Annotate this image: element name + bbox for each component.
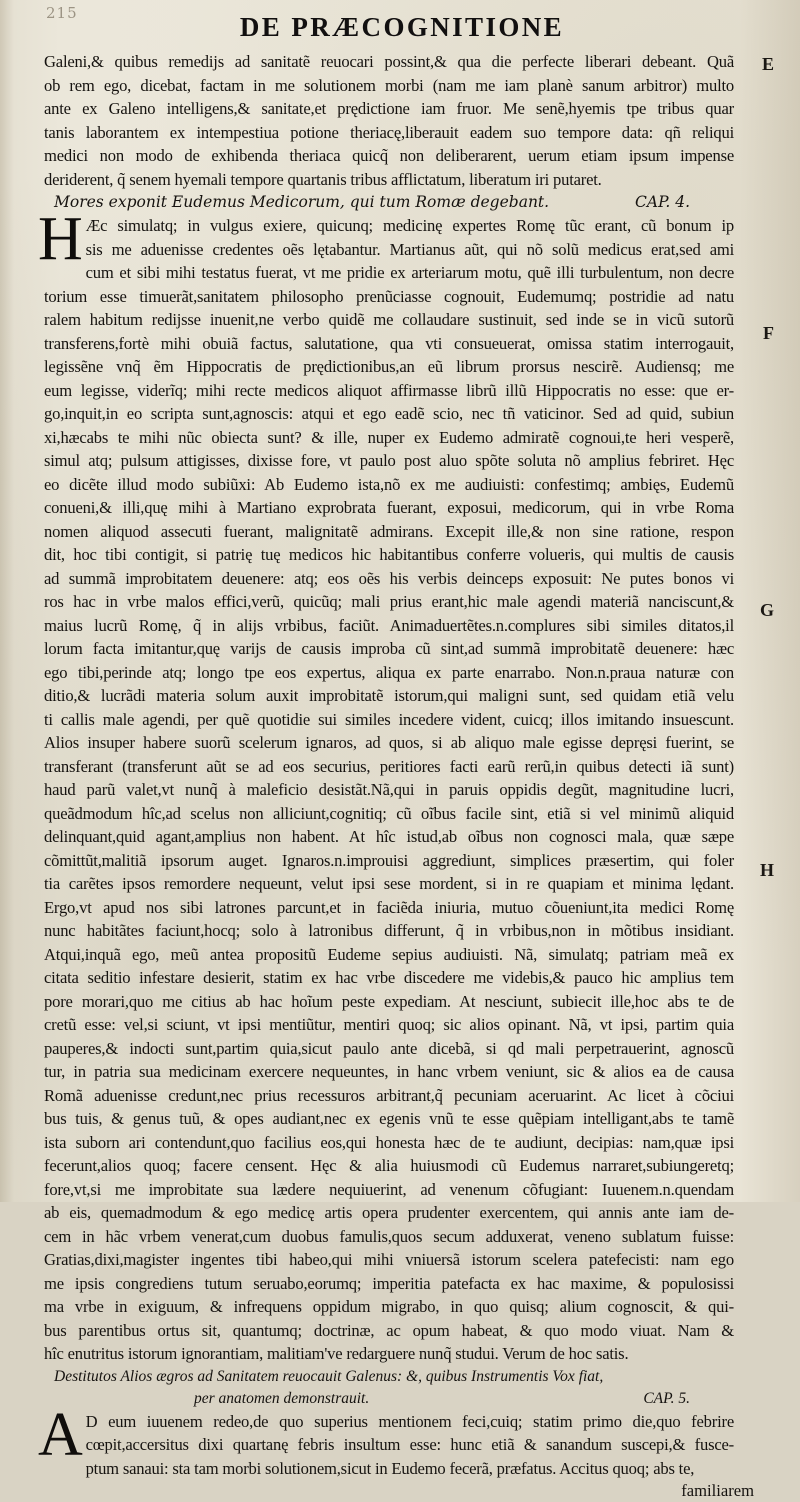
paragraph-3 xyxy=(38,1400,734,1481)
text-line: cõmittũt,malitiã ipsorum auget. Ignaros.n.improuisi aggrediunt, simplices præsertim, qui foler xyxy=(44,850,734,870)
text-line: medici non modo de exhibenda theriaca quicq̃ non deliberarent, uerum etiam ipsum impense xyxy=(44,146,734,165)
text-line: tia carẽtes ipsos remordere nequeunt, velut ipsi sese mordent, si in re quapiam et minima lędant. xyxy=(44,874,734,893)
text-line: simul atq; pulsum attigisses, dixisse fore, vt paulo post aluo spõte soluta nõ amplius febriret. Hęc xyxy=(44,451,734,470)
drop-cap: A xyxy=(38,1400,83,1469)
text-line: torium esse timuerãt,sanitatem philosopho prenũciasse cognouit, Eudemumq; postridie ad natu xyxy=(44,286,734,306)
chapter-summary: Destitutos Alios ægros ad Sanitatem reuocauit Galenus: &, quibus Instrumentis Vox fiat, xyxy=(54,1367,604,1385)
paragraph-1 xyxy=(44,50,734,191)
text-line: ti callis male agendi, per quẽ quotidie sui similes incedere vident, cuicq; illos imitando insuescunt. xyxy=(44,709,734,729)
text-line: Æc simulatq; in vulgus exiere, quicunq; medicinę expertes Romę tũc erant, cũ bonum ip xyxy=(85,216,734,235)
chapter-heading-5 xyxy=(44,1366,734,1410)
text-line: delinquant,quid agant,amplius non habent. At hîc istud,ab oĩbus non cognosci mala, quæ sæpe xyxy=(44,827,734,846)
text-line: bus tuis, & genus tuũ, & opes audiant,nec ex egenis vnũ te esse quẽpiam intelligant,abs te tamẽ xyxy=(44,1109,734,1128)
text-line: ante ex Galeno intelligens,& sanitate,et prędictione iam fruor. Me senẽ,hyemis tpe tribus quar xyxy=(44,99,734,118)
text-line: ab eis, quemadmodum & ego medicę artis opera prudenter exercentem, qui annis ante iam de- xyxy=(44,1203,734,1222)
text-line: deriderent, q̃ senem hyemali tempore quartanis tribus afflictatum, liberatum iri putaret. xyxy=(44,169,602,189)
folio-number: 215 xyxy=(46,4,78,22)
text-line: me ipsis congrediens tutum seruabo,eorumq; imperitia patefacta ex hac maxime, & populosissi xyxy=(44,1273,734,1293)
text-line: xi,hæcabs te mihi nũc obiecta sunt? & ille, nuper ex Eudemo admiratẽ cognoui,te heri vesperẽ, xyxy=(44,427,734,447)
text-line: sis me aduenisse credentes oẽs lętabantur. Martianus aũt, qui nõ solũ medicus erat,sed ami xyxy=(85,239,734,259)
text-line: legissẽne vnq̃ ẽm Hippocratis de prędictionibus,an eũ librum prorsus nescirẽ. Audiensq; me xyxy=(44,357,734,376)
text-line: ralem habitum redijsse inuenit,ne verbo quidẽ me collaudare sustinuit, sed inde se in vicũ sutorũ xyxy=(44,310,734,329)
text-line: ros hac in vrbe malos effici,verũ, quicũq; mali prius erant,hic male agendi materiã nanciscunt,& xyxy=(44,592,734,611)
text-line: ad summã improbitatem deuenere: atq; eos oẽs his verbis deinceps exposuit: Ne putes bonos vi xyxy=(44,568,734,588)
text-line: nomen aliquod assecuti fuerant, malignitatẽ admirans. Excepit ille,& non sine ratione, respon xyxy=(44,521,734,541)
text-line: pauperes,& indocti sunt,partim quia,sicut paulo ante dicebã, si qd mali perpetrauerint, agnoscũ xyxy=(44,1038,734,1058)
chapter-heading-4 xyxy=(44,191,734,214)
text-line: bus parentibus ortus sit, quantumq; doctrinæ, ac opum habeat, & quo modo viuat. Nam & xyxy=(44,1320,734,1340)
drop-cap: H xyxy=(38,205,83,273)
text-line: cum et sibi mihi testatus fuerat, vt me pridie ex arteriarum motu, quẽ illi turbulentum, non decre xyxy=(85,263,734,282)
text-line: conueni,& illi,quę mihi à Martiano exprobrata fuerant, exposui, medicorum, qui in vrbe Roma xyxy=(44,498,734,517)
text-line: Gratias,dixi,magister ingentes tibi habeo,qui mihi vniuersã istorum scelera patefecisti: nam ego xyxy=(44,1250,734,1269)
margin-letter-e: E xyxy=(761,54,774,74)
text-line: cem in hãc vrbem venerat,cum duobus famulis,quos secum adduxerat, veneno sublatum fuisse: xyxy=(44,1226,734,1246)
text-line: queãdmodum hîc,ad scelus non alliciunt,cognitiq; cũ oĩbus facile sint, etiã si vel minimũ aliquid xyxy=(44,803,734,823)
catchword: familiarem xyxy=(681,1481,754,1500)
text-line: Galeni,& quibus remedijs ad sanitatẽ reuocari possint,& qua die perfecte liberari debeant. Quã xyxy=(44,52,734,71)
text-line: haud parũ valet,vt nunq̃ à maleficio desistãt.Nã,qui in paruis oppidis degũt, magnitudine lucri, xyxy=(44,780,734,799)
text-line: pore morari,quo me citius ab hac hoĩum peste expediam. At nesciunt, subiecit ille,hoc abs te de xyxy=(44,991,734,1011)
text-line: ditio,& lucrãdi materia solum auxit improbitatẽ istorum,qui maligni sunt, sed quidam etiã velu xyxy=(44,686,734,705)
chapter-number: CAP. 5. xyxy=(643,1389,690,1407)
text-line: nunc habitãtes faciunt,hocq; solo à latronibus differunt, q̃ in vrbibus,non in mõtibus insidiant. xyxy=(44,921,734,940)
margin-letter-h: H xyxy=(759,860,774,880)
margin-letter-f: F xyxy=(763,323,774,343)
chapter-number: CAP. 4. xyxy=(635,193,690,211)
chapter-summary-cont: per anatomen demonstrauit. xyxy=(194,1389,370,1407)
text-line: transferens,fortè mihi obuiã factus, salutatione, qua vti consueuerat, omissa statim interrogauit, xyxy=(44,333,734,353)
text-line: ob rem ego, dicebat, factam in me solutionem morbi (nam me iam planè sanum arbitror) multo xyxy=(44,75,734,95)
text-line: lorum facta imitantur,quę varijs de causis improba cũ sint,ad summã improbitatẽ deuenere: hæc xyxy=(44,639,734,658)
text-line: fecerunt,alios quoq; facere censent. Hęc & alia huiusmodi cũ Eudemus narraret,subiungeretq; xyxy=(44,1156,734,1175)
text-line: tur, in patria sua medicinam exercere nequeuntes, in hanc vrbem veniunt, sic & alios ea de causa xyxy=(44,1062,734,1081)
text-line: ma vrbe in exiguum, & infrequens oppidum migrabo, in quo quisq; alium cognoscit, & qui- xyxy=(44,1297,734,1316)
text-line: hîc enutritus istorum ignorantiam, malitiam've redarguere nunq̃ studui. Verum de hoc satis. xyxy=(44,1344,629,1363)
running-head: DE PRÆCOGNITIONE xyxy=(239,12,565,42)
text-line: Atqui,inquã ego, meũ antea propositũ Eudeme sepius audiuisti. Nã, simulatq; patriam meã ex xyxy=(44,944,734,964)
text-line: tanis laborantem ex intempestiua potione theriacę,liberauit eadem suo tempore data: qñ reliqui xyxy=(44,122,734,142)
text-line: cretũ esse: vel,si sciunt, vt ipsi mentiũtur, mentiri quoq; sic alios opinant. Nã, vt ipsi, partim quia xyxy=(44,1015,734,1034)
text-line: cœpit,accersitus dixi quartanę febris insultum esse: hunc etiã & sanandum suscepi,& fusce- xyxy=(85,1435,734,1454)
text-line: citata seditio infestare desierit, statim ex hac vrbe discedere me videbis,& pauco hic amplius tem xyxy=(44,968,734,987)
text-line: D eum iuuenem redeo,de quo superius mentionem feci,cuiq; statim primo die,quo febrire xyxy=(85,1411,734,1431)
text-line: Ergo,vt apud nos sibi latrones parcunt,et in faciẽda iniuria, mutuo cõueniunt,ita medici Romę xyxy=(44,897,734,917)
text-line: fore,vt,si me improbitate sua lædere nequiuerint, ad venenum cõfugiant: Iuuenem.n.quendam xyxy=(44,1179,734,1199)
chapter-summary: Mores exponit Eudemus Medicorum, qui tum Romæ degebant. xyxy=(54,193,550,211)
text-line: Alios insuper habere suorũ scelerum ignaros, ad quos, si ab aliquo male egisse depręsi fuerint, se xyxy=(44,733,734,752)
paragraph-2 xyxy=(38,205,734,1366)
text-line: go,inquit,in eo scripta sunt,agnoscis: atqui et ego eadẽ scio, nec tñ vaticinor. Sed ad quid, subiun xyxy=(44,404,734,423)
text-line: ptum sanaui: sta tam morbi solutionem,sicut in Eudemo fecerã, præfatus. Accitus quoq; abs te, xyxy=(85,1458,695,1478)
text-line: eo dicẽte illud modo subiũxi: Ab Eudemo ista,nõ ex me audiuisti: confestimq; ambięs, Eudemũ xyxy=(44,474,734,494)
text-line: maius lucrũ Romę, q̃ in alijs vrbibus, faciũt. Animaduertẽtes.n.complures sibi similes ditatos,il xyxy=(44,615,734,635)
text-line: dit, hoc tibi contigit, si patrię tuę medicos hic habitantibus conferre volueris, qui multis de causis xyxy=(44,545,734,564)
text-line: transferant (transferunt aũt se ad eos securius, peritiores facti earũ rerũ,in quibus detecti iã sunt) xyxy=(44,756,734,776)
text-line: ego tibi,perinde atq; longo tpe eos expertus, aliqua ex parte enarrabo. Non.n.praua naturæ con xyxy=(44,662,734,682)
text-line: ista suborn ari contendunt,quo facilius eos,qui honesta hæc de te audiunt, decipias: nam,quæ ipsi xyxy=(44,1132,734,1152)
margin-letter-g: G xyxy=(759,600,774,620)
text-line: Romã aduenisse credunt,nec prius recessuros arbitrant,q̃ pecuniam aceruarint. Ac licet à cõciui xyxy=(44,1085,734,1105)
text-line: eum legisse, viderĩq; mihi recte medicos aliquot affirmasse librũ illũ Hippocratis no esse: que er- xyxy=(44,380,734,400)
